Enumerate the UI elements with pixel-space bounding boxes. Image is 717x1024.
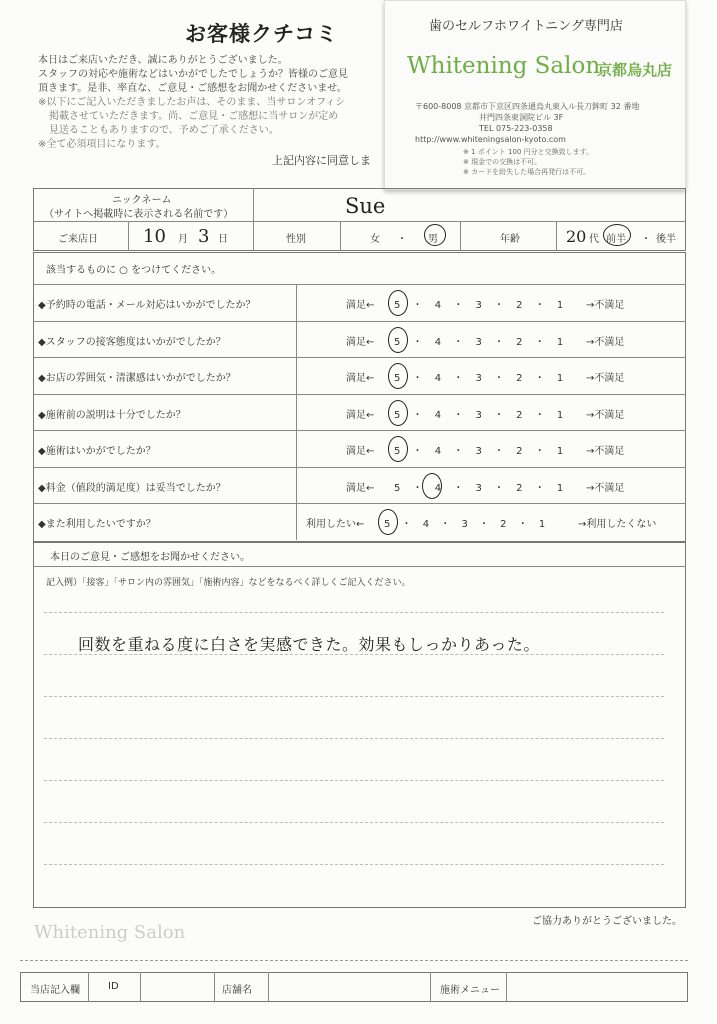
- card-note: ※ カードを紛失した場合再発行は不可。: [463, 168, 591, 176]
- writing-line: [44, 864, 664, 865]
- writing-line: [44, 780, 664, 781]
- scale-right-label: →不満足: [586, 446, 625, 457]
- comments-divider: [33, 566, 686, 567]
- col-divider: [88, 972, 89, 1002]
- comments-example: 記入例）「接客」「サロン内の雰囲気」「施術内容」などをなるべく詳しくご記入ください。: [46, 578, 411, 588]
- rating-circle-mark: [422, 473, 442, 499]
- handwritten-comment[interactable]: 回数を重ねる度に白さを実感できた。効果もしっかりあった。: [78, 635, 540, 654]
- rating-circle-mark: [378, 509, 398, 535]
- card-note: ※ 1 ポイント 100 円分と交換致します。: [463, 148, 594, 156]
- card-tel: TEL 075-223-0358: [479, 124, 553, 133]
- gender-circle-mark: [424, 224, 446, 246]
- gender-separator: ・: [397, 234, 407, 245]
- rating-scale[interactable]: 5 ・ 4 ・ 3 ・ 2 ・ 1: [384, 519, 546, 530]
- cut-line: [20, 960, 688, 961]
- rating-scale[interactable]: 5 ・ 4 ・ 3 ・ 2 ・ 1: [394, 446, 564, 457]
- scale-right-label: →不満足: [586, 300, 625, 311]
- rating-scale[interactable]: 5 ・ 4 ・ 3 ・ 2 ・ 1: [394, 300, 564, 311]
- comments-heading: 本日のご意見・ご感想をお聞かせください。: [50, 552, 250, 563]
- col-divider: [268, 972, 269, 1002]
- question-col-divider: [296, 321, 297, 358]
- question-col-divider: [296, 467, 297, 504]
- scale-left-label: 満足←: [346, 482, 375, 494]
- scale-right-label: →不満足: [586, 409, 625, 421]
- question-text: ◆スタッフの接客態度はいかがでしたか？: [38, 336, 226, 348]
- question-row-divider: [33, 394, 686, 395]
- intro-note: ※全て必須項目になります。: [38, 139, 166, 150]
- scale-left-label: 満足←: [346, 409, 375, 421]
- nickname-label: ニックネーム: [112, 195, 172, 206]
- scale-left-label: 利用したい←: [306, 519, 365, 530]
- intro-line: 頂きます。是非、率直な、ご意見・ご感想をお聞かせくださいませ。: [38, 83, 347, 94]
- day-unit: 日: [218, 234, 228, 245]
- age-circle-mark: [603, 224, 631, 246]
- intro-note: 掲載させていただきます。尚、ご意見・ご感想に当サロンが定め: [49, 111, 339, 122]
- rating-scale[interactable]: 5 ・ 4 ・ 3 ・ 2 ・ 1: [394, 482, 564, 494]
- gender-female[interactable]: 女: [370, 234, 380, 245]
- footer-logo: Whitening Salon: [34, 922, 186, 943]
- writing-line: [44, 612, 664, 613]
- card-address-line: 〒600-8008 京都市下京区四条通烏丸東入ル長刀鉾町 32 番地: [415, 102, 640, 111]
- col-divider: [128, 221, 129, 251]
- col-divider: [430, 972, 431, 1002]
- writing-line: [44, 822, 664, 823]
- writing-line: [44, 696, 664, 697]
- nickname-sublabel: （サイトへ掲載時に表示される名前です）: [44, 209, 234, 220]
- age-label: 年齢: [500, 234, 520, 245]
- question-col-divider: [296, 503, 297, 540]
- thanks-text: ご協力ありがとうございました。: [532, 916, 682, 927]
- card-note: ※ 現金での交換は不可。: [463, 158, 542, 166]
- intro-note: ※以下にご記入いただきましたお声は、そのまま、当サロンオフィシ: [38, 97, 346, 108]
- col-divider: [214, 972, 215, 1002]
- nickname-value[interactable]: Sue: [345, 194, 386, 218]
- scale-left-label: 満足←: [346, 300, 375, 311]
- question-row-divider: [33, 430, 686, 431]
- gender-label: 性別: [286, 234, 306, 245]
- question-col-divider: [296, 284, 297, 321]
- row-divider: [33, 221, 686, 222]
- rating-scale[interactable]: 5 ・ 4 ・ 3 ・ 2 ・ 1: [394, 409, 564, 421]
- visit-day-value[interactable]: 3: [198, 226, 210, 247]
- rating-circle-mark: [388, 363, 408, 389]
- form-title: お客様クチコミ: [185, 22, 339, 46]
- card-url: http://www.whiteningsalon-kyoto.com: [415, 135, 566, 144]
- age-first-half[interactable]: 前半: [606, 234, 626, 245]
- question-col-divider: [296, 394, 297, 431]
- card-branch: 京都烏丸店: [597, 61, 673, 79]
- col-divider: [140, 972, 141, 1002]
- question-row-divider: [33, 503, 686, 504]
- card-tagline: 歯のセルフホワイトニング専門店: [429, 19, 623, 34]
- age-unit: 代: [589, 234, 599, 245]
- scale-right-label: →利用したくない: [578, 519, 657, 530]
- age-separator: ・: [641, 234, 651, 245]
- rating-scale[interactable]: 5 ・ 4 ・ 3 ・ 2 ・ 1: [394, 336, 564, 348]
- visit-date-label: ご来店日: [58, 234, 98, 245]
- col-divider: [340, 221, 341, 251]
- agree-text: 上記内容に同意しま: [272, 154, 371, 167]
- rating-circle-mark: [388, 327, 408, 353]
- treatment-menu-label: 施術メニュー: [440, 985, 500, 996]
- question-col-divider: [296, 430, 297, 467]
- intro-text: [38, 54, 348, 152]
- rating-circle-mark: [388, 290, 408, 316]
- scale-left-label: 満足←: [346, 446, 375, 457]
- gender-male[interactable]: 男: [428, 234, 438, 245]
- question-col-divider: [296, 357, 297, 394]
- card-notes: [463, 147, 593, 177]
- age-second-half[interactable]: 後半: [656, 234, 676, 245]
- question-row-divider: [33, 467, 686, 468]
- question-text: ◆予約時の電話・メール対応はいかがでしたか？: [38, 300, 256, 311]
- question-row-divider: [33, 284, 686, 285]
- card-logo: Whitening Salon: [407, 53, 601, 79]
- rating-circle-mark: [388, 436, 408, 462]
- comments-box: [33, 542, 686, 908]
- intro-line: 本日はご来店いただき、誠にありがとうございました。: [38, 55, 288, 66]
- question-text: ◆また利用したいですか？: [38, 519, 156, 530]
- scale-right-label: →不満足: [586, 373, 625, 384]
- staff-use-table: [20, 972, 688, 1002]
- instruction-text: 該当するものに ○ をつけてください。: [46, 265, 222, 276]
- question-row-divider: [33, 321, 686, 322]
- col-divider: [253, 188, 254, 251]
- rating-circle-mark: [388, 400, 408, 426]
- age-value[interactable]: 20: [566, 227, 587, 246]
- store-name-label: 店舗名: [222, 985, 252, 996]
- visit-month-value[interactable]: 10: [143, 226, 166, 247]
- scale-left-label: 満足←: [346, 336, 375, 348]
- col-divider: [506, 972, 507, 1002]
- scale-left-label: 満足←: [346, 373, 375, 384]
- intro-note: 見送ることもありますので、予めご了承ください。: [49, 125, 279, 136]
- question-text: ◆施術前の説明は十分でしたか？: [38, 409, 186, 421]
- question-row-divider: [33, 357, 686, 358]
- rating-scale[interactable]: 5 ・ 4 ・ 3 ・ 2 ・ 1: [394, 373, 564, 384]
- question-text: ◆料金（値段的満足度）は妥当でしたか？: [38, 482, 226, 494]
- intro-line: スタッフの対応や施術などはいかがでしたでしょうか？皆様のご意見: [38, 69, 348, 80]
- business-card: [384, 0, 686, 190]
- scale-right-label: →不満足: [586, 482, 625, 494]
- writing-line: [44, 738, 664, 739]
- question-text: ◆施術はいかがでしたか？: [38, 446, 156, 457]
- card-address: [415, 101, 639, 145]
- col-divider: [556, 221, 557, 251]
- question-text: ◆お店の雰囲気・清潔感はいかがでしたか？: [38, 373, 236, 384]
- col-divider: [460, 221, 461, 251]
- month-unit: 月: [178, 234, 188, 245]
- staff-use-label: 当店記入欄: [30, 985, 80, 996]
- card-address-line: 井門四条東洞院ビル 3F: [479, 113, 564, 122]
- scale-right-label: →不満足: [586, 336, 625, 348]
- id-label: ID: [108, 981, 119, 992]
